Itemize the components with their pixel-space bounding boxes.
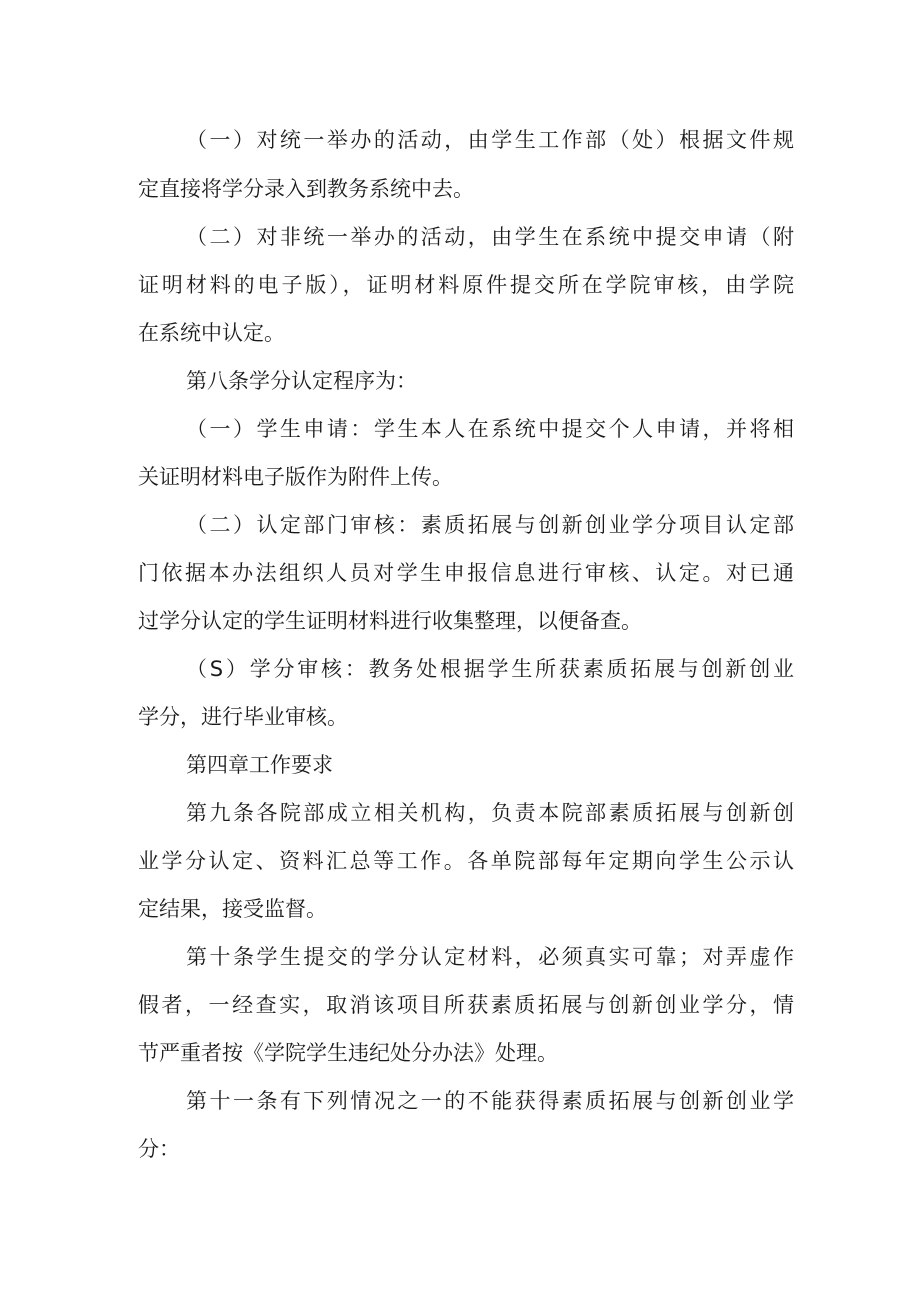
paragraph-line: 第九条各院部成立相关机构，负责本院部素质拓展与创新创 [186, 801, 794, 825]
paragraph-line: （一）学生申请：学生本人在系统中提交个人申请，并将相 [186, 417, 794, 441]
paragraph-line: 证明材料的电子版），证明材料原件提交所在学院审核，由学院 [138, 273, 794, 297]
paragraph-line: 假者，一经查实，取消该项目所获素质拓展与创新创业学分，情 [138, 993, 794, 1017]
paragraph-line: 分： [138, 1137, 180, 1161]
paragraph-line: 第十条学生提交的学分认定材料，必须真实可靠；对弄虚作 [186, 945, 794, 969]
paragraph-line: 第十一条有下列情况之一的不能获得素质拓展与创新创业学 [186, 1089, 794, 1113]
paragraph-line: 定直接将学分录入到教务系统中去。 [138, 177, 474, 201]
paragraph-line: （二）认定部门审核：素质拓展与创新创业学分项目认定部 [186, 513, 794, 537]
paragraph-line: 节严重者按《学院学生违纪处分办法》处理。 [138, 1041, 558, 1065]
article-heading: 第八条学分认定程序为： [186, 369, 417, 393]
paragraph-line: 在系统中认定。 [138, 321, 285, 345]
paragraph-line: 过学分认定的学生证明材料进行收集整理，以便备查。 [138, 609, 642, 633]
paragraph-line: 业学分认定、资料汇总等工作。各单院部每年定期向学生公示认 [138, 849, 794, 873]
paragraph-line: 关证明材料电子版作为附件上传。 [138, 465, 453, 489]
paragraph-line: 门依据本办法组织人员对学生申报信息进行审核、认定。对已通 [138, 561, 794, 585]
paragraph-line: （二）对非统一举办的活动，由学生在系统中提交申请（附 [186, 225, 794, 249]
paragraph-line: （一）对统一举办的活动，由学生工作部（处）根据文件规 [186, 128, 794, 152]
paragraph-line: 学分，进行毕业审核。 [138, 705, 348, 729]
paragraph-line: 定结果，接受监督。 [138, 897, 327, 921]
chapter-heading: 第四章工作要求 [186, 753, 333, 777]
paragraph-line: （S）学分审核：教务处根据学生所获素质拓展与创新创业 [186, 657, 794, 681]
